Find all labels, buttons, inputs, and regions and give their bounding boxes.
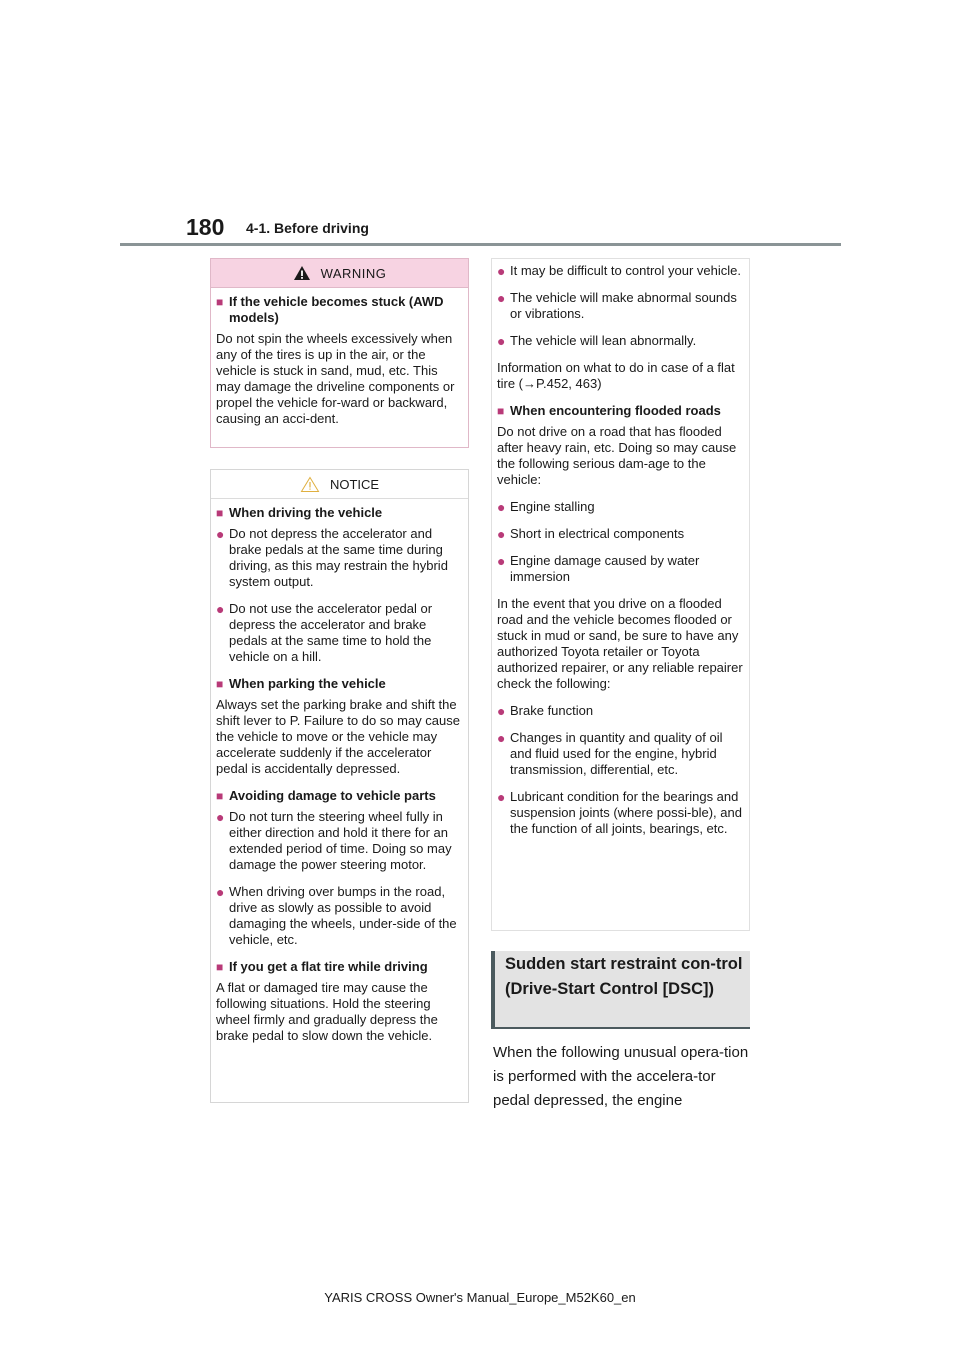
notice-header: [211, 470, 468, 499]
notice-heading-2: ■ When parking the vehicle: [216, 676, 386, 691]
notice-text-2: Always set the parking brake and shift the shift lever to P. Failure to do so may cause the vehicle to move or the vehicle may accelerate suddenly if the accelerator pedal is accidentally depressed.: [216, 697, 460, 776]
notice-heading-1: ■ When driving the vehicle: [216, 505, 383, 520]
notice-heading-4: ■ If you get a flat tire while driving: [216, 959, 428, 974]
list-item: ● Do not depress the accelerator and brake pedals at the same time during driving, as this may restrain the hybrid system output.: [216, 526, 448, 589]
notice-label: NOTICE: [329, 476, 380, 492]
flat-tire-info: Information on what to do in case of a flat tire (→P.452, 463): [497, 360, 735, 391]
list-item: ● Short in electrical components: [497, 526, 685, 542]
warning-header: [211, 259, 468, 288]
list-item: ● The vehicle will make abnormal sounds or vibrations.: [497, 290, 737, 321]
list-item: ● Lubricant condition for the bearings and suspension joints (where possi-ble), and the function of all joints, bearings, etc.: [497, 789, 742, 836]
header-rule: [120, 243, 841, 246]
flooded-roads-heading: ■ When encountering flooded roads: [497, 403, 721, 418]
notice-triangle-icon: [300, 476, 320, 493]
warning-triangle-icon: [293, 265, 311, 281]
notice-continued-box: [491, 258, 750, 931]
notice-text-4: A flat or damaged tire may cause the following situations. Hold the steering wheel firmly and gradually depress the brake pedal to slow down the vehicle.: [216, 980, 438, 1043]
warning-label: WARNING: [320, 265, 387, 281]
section-heading-box: [491, 951, 750, 1029]
list-item: ● The vehicle will lean abnormally.: [497, 333, 697, 349]
list-item: ● Engine stalling: [497, 499, 595, 515]
list-item: ● Engine damage caused by water immersion: [497, 553, 700, 584]
notice-box: [210, 469, 469, 1103]
list-item: ● It may be difficult to control your vehicle.: [497, 263, 741, 279]
page-number: 180: [186, 214, 225, 240]
list-item: ● Do not turn the steering wheel fully in either direction and hold it there for an extended period of time. Doing so may damage the power steering motor.: [216, 809, 452, 872]
warning-box: [210, 258, 469, 448]
flooded-check-text: In the event that you drive on a flooded road and the vehicle becomes flooded or stuck in mud or sand, be sure to have any authorized Toyota retailer or Toyota authorized repairer, or any reliable repairer check the following:: [497, 596, 743, 691]
notice-heading-3: ■ Avoiding damage to vehicle parts: [216, 788, 436, 803]
section-heading: Sudden start restraint con-trol (Drive-Start Control [DSC]): [505, 955, 743, 998]
flooded-roads-text: Do not drive on a road that has flooded after heavy rain, etc. Doing so may cause the following serious dam-age to the vehicle:: [497, 424, 737, 487]
list-item: ● Changes in quantity and quality of oil and fluid used for the engine, hybrid transmission, differential, etc.: [497, 730, 723, 777]
list-item: ● When driving over bumps in the road, drive as slowly as possible to avoid damaging the wheels, under-side of the vehicle, etc.: [216, 884, 457, 947]
body-text: When the following unusual opera-tion is performed with the accelera-tor pedal depressed, the engine: [493, 1044, 749, 1109]
list-item: ● Brake function: [497, 703, 594, 719]
section-title: 4-1. Before driving: [246, 220, 369, 236]
warning-text: Do not spin the wheels excessively when any of the tires is up in the air, or the vehicle is stuck in sand, mud, etc. This may damage the driveline components or propel the vehicle for-ward or backward, causing an acci-dent.: [216, 331, 455, 426]
warning-heading: ■ If the vehicle becomes stuck (AWD models): [216, 294, 444, 325]
footer: YARIS CROSS Owner's Manual_Europe_M52K60_en: [324, 1290, 636, 1305]
list-item: ● Do not use the accelerator pedal or depress the accelerator and brake pedals at the same time to hold the vehicle on a hill.: [216, 601, 433, 664]
